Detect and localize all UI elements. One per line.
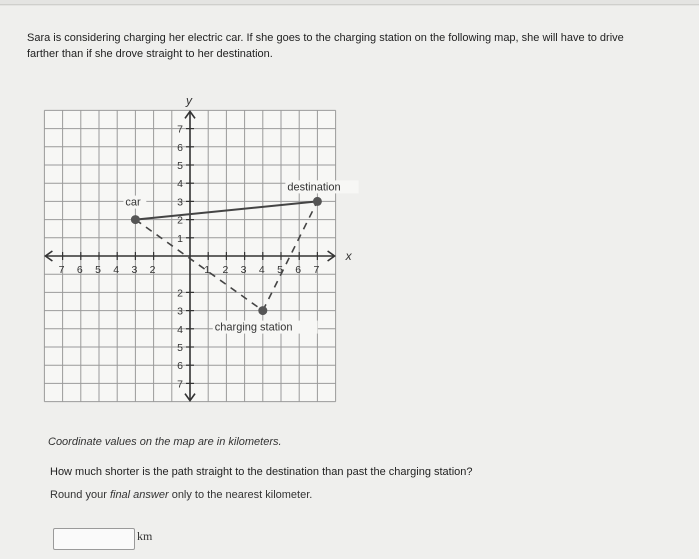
y-tick-label: 7	[177, 123, 183, 136]
y-tick-label: 4	[177, 323, 183, 336]
y-tick-label: 1	[177, 232, 183, 245]
y-axis-label: y	[186, 93, 192, 108]
destination-label: destination	[287, 181, 341, 194]
x-tick-label: 6	[76, 264, 83, 276]
round-suffix: only to the nearest kilometer.	[168, 489, 313, 501]
x-tick-label: 6	[295, 264, 302, 276]
y-tick-label: 4	[177, 178, 183, 191]
round-prefix: Round your	[50, 489, 110, 501]
y-tick-label: 6	[177, 141, 183, 154]
x-tick-label: 2	[149, 264, 156, 276]
x-tick-label: 1	[204, 264, 211, 276]
destination-point	[313, 197, 322, 206]
round-emphasis: final answer	[109, 489, 169, 501]
coordinate-map	[30, 86, 350, 421]
answer-input[interactable]	[53, 528, 135, 550]
x-tick-label: 3	[240, 264, 247, 276]
car-point	[131, 215, 140, 224]
top-divider	[0, 4, 699, 5]
x-tick-label: 7	[313, 264, 320, 276]
y-tick-label: 7	[177, 378, 183, 391]
charging-station-label: charging station	[214, 321, 293, 334]
question-text: How much shorter is the path straight to the destination than past the charging station?	[50, 466, 473, 478]
y-tick-label: 2	[177, 214, 183, 227]
y-tick-label: 3	[177, 196, 183, 209]
x-tick-label: 4	[113, 264, 120, 276]
y-tick-label: 3	[177, 305, 183, 318]
x-tick-label: 5	[95, 264, 101, 276]
x-tick-label: 5	[277, 264, 283, 276]
y-tick-label: 2	[177, 287, 183, 300]
map-svg	[30, 86, 350, 416]
y-tick-label: 5	[177, 160, 183, 172]
x-tick-label: 4	[258, 264, 265, 276]
charging-station-point	[258, 306, 267, 315]
rounding-instruction	[50, 489, 312, 501]
x-tick-label: 3	[131, 264, 138, 276]
units-note: Coordinate values on the map are in kilometers.	[48, 436, 282, 448]
question-prompt: Sara is considering charging her electric car. If she goes to the charging station on the following map, she will have to drive farther than if she drove straight to her destination.	[27, 32, 624, 60]
answer-unit: km	[137, 529, 153, 543]
x-tick-label: 2	[222, 264, 229, 276]
x-tick-label: 7	[58, 264, 65, 276]
y-tick-label: 5	[177, 342, 183, 354]
x-axis-label: x	[345, 249, 352, 263]
y-tick-label: 6	[177, 360, 183, 373]
car-label: car	[125, 196, 141, 209]
